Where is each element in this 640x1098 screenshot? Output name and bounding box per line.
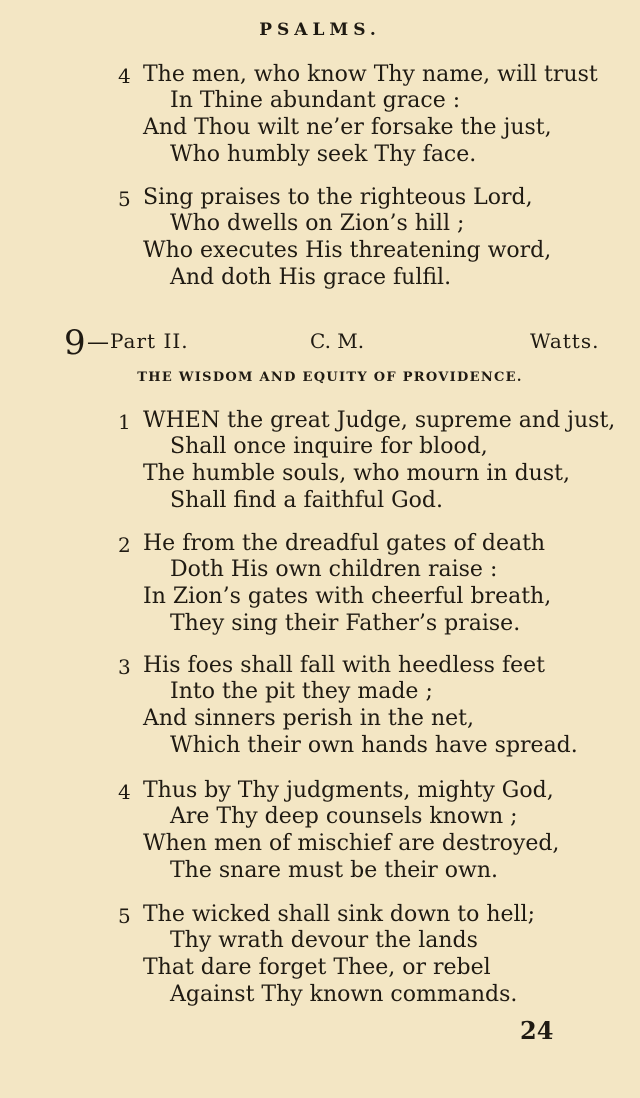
stanza-line: In Zion’s gates with cheerful breath, bbox=[143, 584, 552, 609]
stanza-line: Into the pit they made ; bbox=[170, 679, 433, 704]
stanza-number: 3 bbox=[118, 655, 131, 679]
stanza-number: 4 bbox=[118, 64, 131, 88]
stanza-line: And Thou wilt ne’er forsake the just, bbox=[143, 115, 552, 140]
stanza-line: The men, who know Thy name, will trust bbox=[143, 62, 598, 87]
stanza-line: Who humbly seek Thy face. bbox=[170, 142, 477, 167]
stanza-line: And doth His grace fulfil. bbox=[170, 265, 452, 290]
hymn-subject: THE WISDOM AND EQUITY OF PROVIDENCE. bbox=[137, 370, 523, 385]
stanza-line: WHEN the great Judge, supreme and just, bbox=[143, 408, 616, 433]
running-head: PSALMS. bbox=[259, 20, 381, 40]
stanza-number: 1 bbox=[118, 410, 131, 434]
hymn-header bbox=[0, 325, 640, 365]
stanza-line: Are Thy deep counsels known ; bbox=[170, 804, 518, 829]
stanza-line: When men of mischief are destroyed, bbox=[143, 831, 560, 856]
stanza-line: Shall once inquire for blood, bbox=[170, 434, 488, 459]
stanza-line: Shall find a faithful God. bbox=[170, 488, 443, 513]
stanza-line: The humble souls, who mourn in dust, bbox=[143, 461, 570, 486]
page-number: 24 bbox=[520, 1016, 554, 1045]
stanza-line: And sinners perish in the net, bbox=[143, 706, 474, 731]
stanza-line: Against Thy known commands. bbox=[170, 982, 518, 1007]
hymn-meter: C. M. bbox=[310, 329, 365, 353]
stanza-line: Sing praises to the righteous Lord, bbox=[143, 185, 533, 210]
stanza-number: 4 bbox=[118, 780, 131, 804]
stanza-line: That dare forget Thee, or rebel bbox=[143, 955, 491, 980]
stanza-line: Who dwells on Zion’s hill ; bbox=[170, 211, 465, 236]
stanza-line: Thus by Thy judgments, mighty God, bbox=[143, 778, 554, 803]
stanza-line: He from the dreadful gates of death bbox=[143, 531, 546, 556]
stanza-line: The wicked shall sink down to hell; bbox=[143, 902, 536, 927]
hymn-number: 9 bbox=[64, 323, 86, 363]
stanza-number: 5 bbox=[118, 187, 131, 211]
stanza-line: The snare must be their own. bbox=[170, 858, 499, 883]
stanza-number: 2 bbox=[118, 533, 131, 557]
stanza-line: His foes shall fall with heedless feet bbox=[143, 653, 545, 678]
stanza-line: Doth His own children raise : bbox=[170, 557, 498, 582]
stanza-line: Who executes His threatening word, bbox=[143, 238, 552, 263]
stanza-line: Which their own hands have spread. bbox=[170, 733, 578, 758]
hymn-dash: — bbox=[87, 330, 109, 355]
stanza-line: In Thine abundant grace : bbox=[170, 88, 461, 113]
stanza-number: 5 bbox=[118, 904, 131, 928]
hymn-author: Watts. bbox=[530, 329, 600, 353]
hymn-part: Part II. bbox=[110, 329, 189, 353]
stanza-line: They sing their Father’s praise. bbox=[170, 611, 521, 636]
stanza-line: Thy wrath devour the lands bbox=[170, 928, 478, 953]
